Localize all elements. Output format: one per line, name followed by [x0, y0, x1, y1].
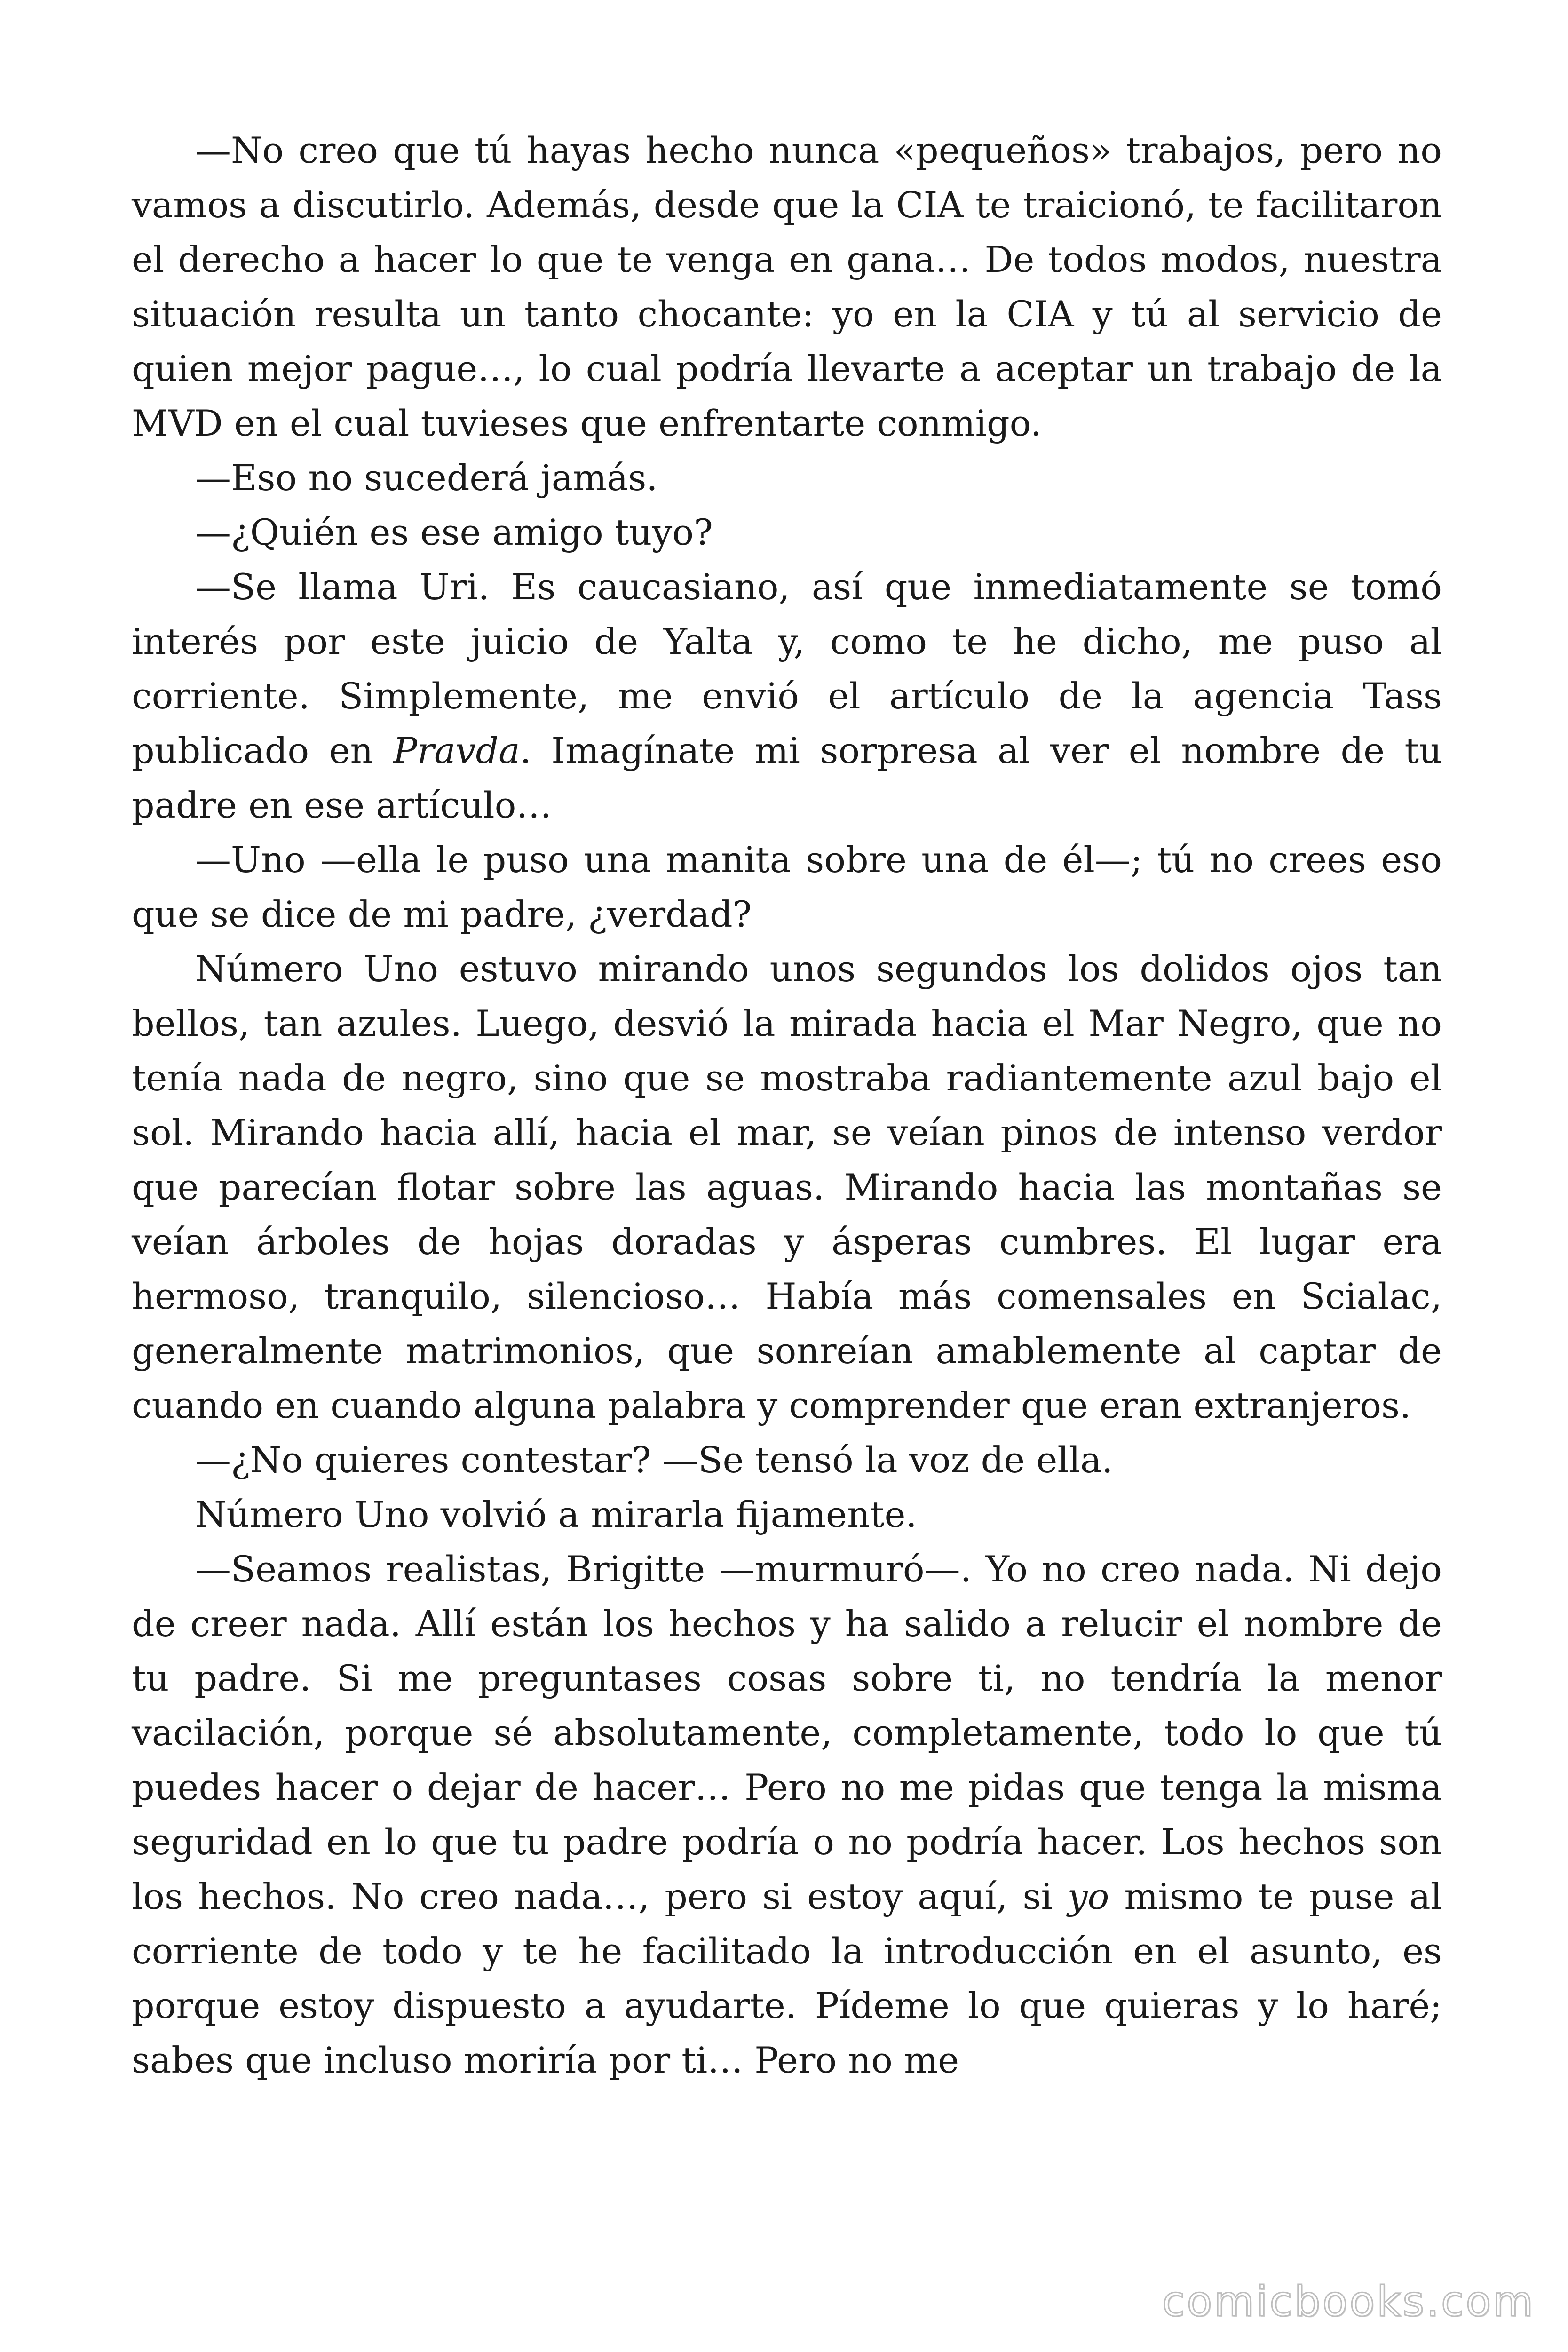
text-run: . Imagínate mi sorpresa al ver el nombre de tu padre en ese artículo… — [132, 730, 1442, 826]
paragraph — [132, 942, 1442, 1433]
text-run: Número Uno volvió a mirarla fijamente. — [195, 1494, 917, 1535]
italic-text: yo — [1067, 1875, 1109, 1917]
paragraph — [132, 833, 1442, 942]
paragraph — [132, 1542, 1442, 2088]
text-run: mismo te puse al corriente de todo y te he facilitado la introducción en el asunto, es porque estoy dispuesto a ayudarte. Pídeme lo que quieras y lo haré; sabes que incluso moriría por ti… Pero no me — [132, 1875, 1442, 2081]
text-run: Número Uno estuvo mirando unos segundos los dolidos ojos tan bellos, tan azules. Luego, desvió la mirada hacia el Mar Negro, que no tenía nada de negro, sino que se mostraba radiantemente azul bajo el sol. Mirando hacia allí, hacia el mar, se veían pinos de intenso verdor que parecían flotar sobre las aguas. Mirando hacia las montañas se veían árboles de hojas doradas y ásperas cumbres. El lugar era hermoso, tranquilo, silencioso… Había más comensales en Scialac, generalmente matrimonios, que sonreían amablemente al captar de cuando en cuando alguna palabra y comprender que eran extranjeros. — [132, 948, 1442, 1426]
paragraph — [132, 505, 1442, 560]
paragraph — [132, 560, 1442, 833]
watermark: comicbooks.com — [1162, 2277, 1535, 2326]
paragraph — [132, 451, 1442, 505]
text-run: —Uno —ella le puso una manita sobre una de él—; tú no crees eso que se dice de mi padre, ¿verdad? — [132, 839, 1442, 935]
text-run: —Eso no sucederá jamás. — [195, 457, 658, 499]
text-run: —Se llama Uri. Es caucasiano, así que inmediatamente se tomó interés por este juicio de Yalta y, como te he dicho, me puso al corriente. Simplemente, me envió el artículo de la agencia Tass publicado en — [132, 566, 1442, 771]
text-run: —¿Quién es ese amigo tuyo? — [195, 511, 713, 553]
text-run: —¿No quieres contestar? —Se tensó la voz de ella. — [195, 1439, 1113, 1481]
paragraph — [132, 1433, 1442, 1487]
paragraph — [132, 123, 1442, 451]
paragraph — [132, 1487, 1442, 1542]
italic-text: Pravda — [393, 730, 520, 771]
page-text — [132, 123, 1442, 2088]
text-run: —No creo que tú hayas hecho nunca «pequeños» trabajos, pero no vamos a discutirlo. Además, desde que la CIA te traicionó, te facilitaron el derecho a hacer lo que te venga en gana… De todos modos, nuestra situación resulta un tanto chocante: yo en la CIA y tú al servicio de quien mejor pague…, lo cual podría llevarte a aceptar un trabajo de la MVD en el cual tuvieses que enfrentarte conmigo. — [132, 129, 1442, 444]
text-run: —Seamos realistas, Brigitte —murmuró—. Yo no creo nada. Ni dejo de creer nada. Allí están los hechos y ha salido a relucir el nombre de tu padre. Si me preguntases cosas sobre ti, no tendría la menor vacilación, porque sé absolutamente, completamente, todo lo que tú puedes hacer o dejar de hacer… Pero no me pidas que tenga la misma seguridad en lo que tu padre podría o no podría hacer. Los hechos son los hechos. No creo nada…, pero si estoy aquí, si — [132, 1548, 1442, 1917]
